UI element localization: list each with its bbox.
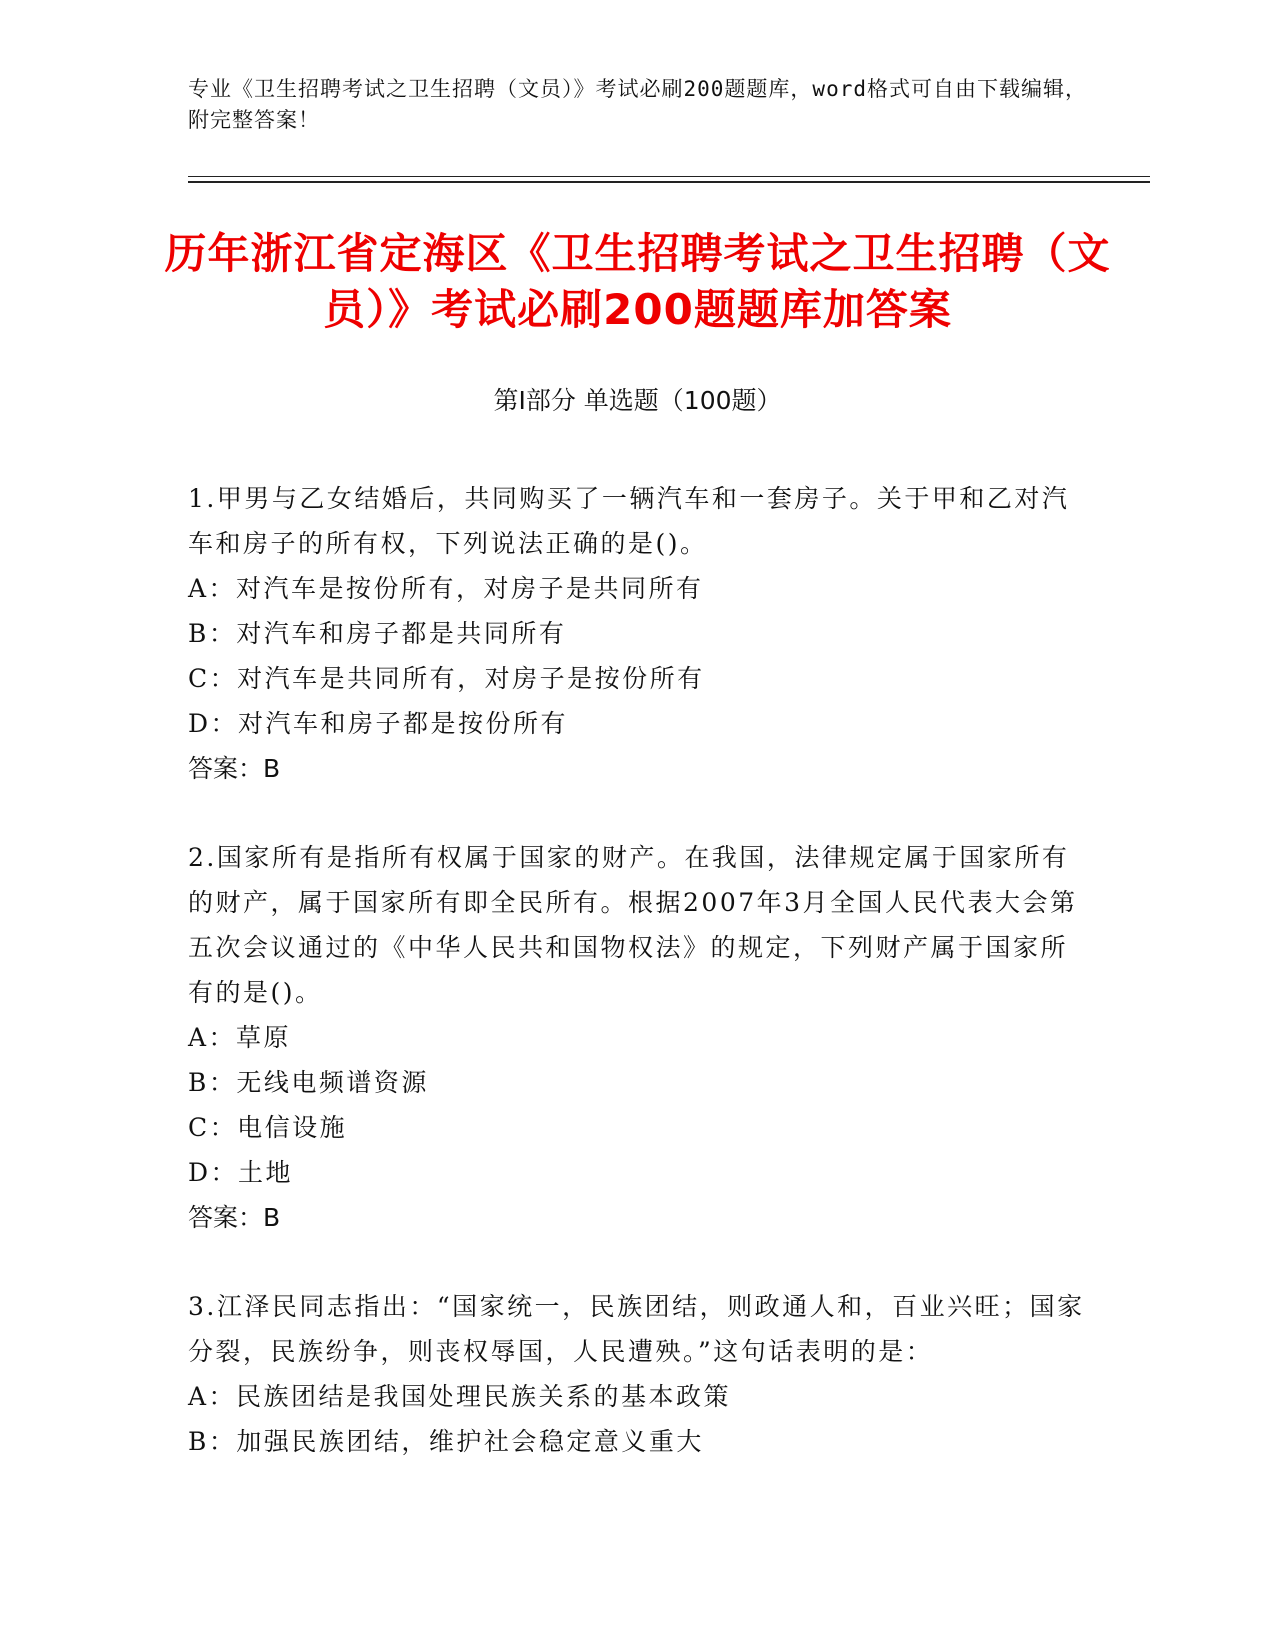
- option-b: B：加强民族团结，维护社会稳定意义重大: [188, 1427, 704, 1456]
- option-d: D：对汽车和房子都是按份所有: [188, 709, 569, 738]
- option-a: A：民族团结是我国处理民族关系的基本政策: [188, 1382, 732, 1411]
- header-divider-thin: [188, 176, 1150, 177]
- option-c: C：电信设施: [188, 1113, 348, 1142]
- option-a: A：草原: [188, 1023, 292, 1052]
- answer-line: 答案：B: [188, 754, 281, 783]
- header-divider-thick: [188, 181, 1150, 183]
- question-3: [188, 1284, 1088, 1464]
- question-list: [188, 476, 1088, 1508]
- answer-line: 答案：B: [188, 1203, 281, 1232]
- document-title: 历年浙江省定海区《卫生招聘考试之卫生招聘（文员）》考试必刷200题题库加答案: [164, 229, 1111, 334]
- option-b: B：无线电频谱资源: [188, 1068, 429, 1097]
- question-text: 2.国家所有是指所有权属于国家的财产。在我国，法律规定属于国家所有的财产，属于国家所有即全民所有。根据2007年3月全国人民代表大会第五次会议通过的《中华人民共和国物权法》的规定，下列财产属于国家所有的是()。: [188, 843, 1078, 1007]
- option-b: B：对汽车和房子都是共同所有: [188, 619, 567, 648]
- header-intro: 专业《卫生招聘考试之卫生招聘（文员）》考试必刷200题题库，word格式可自由下载编辑，附完整答案！: [188, 77, 1087, 132]
- section-heading: 第I部分 单选题（100题）: [493, 386, 782, 415]
- question-1: [188, 476, 1088, 791]
- option-c: C：对汽车是共同所有，对房子是按份所有: [188, 664, 705, 693]
- question-text: 3.江泽民同志指出：“国家统一，民族团结，则政通人和，百业兴旺；国家分裂，民族纷争，则丧权辱国，人民遭殃。”这句话表明的是：: [188, 1292, 1085, 1366]
- option-d: D：土地: [188, 1158, 294, 1187]
- question-2: [188, 835, 1088, 1240]
- option-a: A：对汽车是按份所有，对房子是共同所有: [188, 574, 704, 603]
- question-text: 1.甲男与乙女结婚后，共同购买了一辆汽车和一套房子。关于甲和乙对汽车和房子的所有权，下列说法正确的是()。: [188, 484, 1070, 558]
